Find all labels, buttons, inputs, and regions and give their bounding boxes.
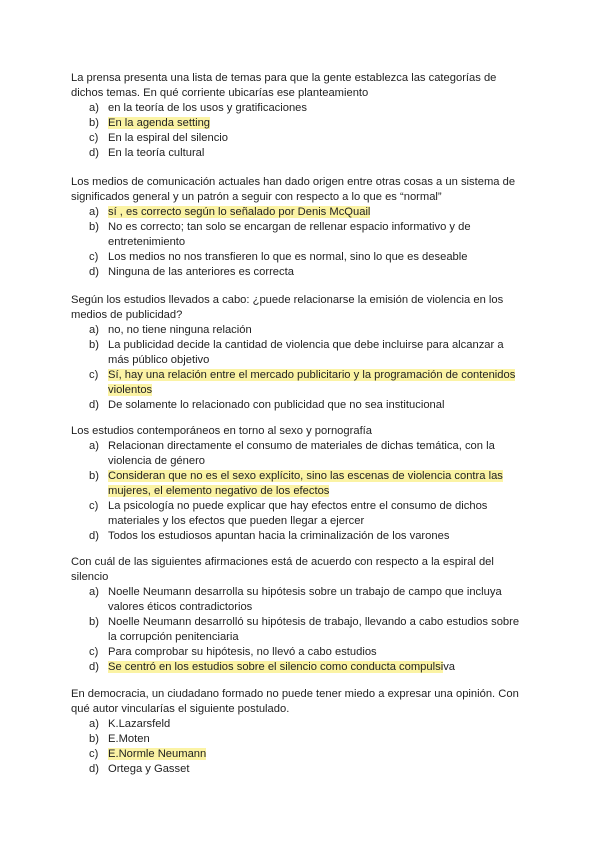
- option-letter: c): [89, 132, 99, 144]
- option-letter: c): [89, 748, 99, 760]
- option-text: Noelle Neumann desarrolló su hipótesis de trabajo, llevando a cabo estudios sobre la corrupción penitenciaria: [108, 616, 520, 643]
- question-text: Según los estudios llevados a cabo: ¿puede relacionarse la emisión de violencia en los medios de publicidad?: [71, 294, 504, 321]
- option-text: En la teoría cultural: [108, 147, 205, 159]
- option-list: [71, 717, 521, 777]
- option-text-tail: va: [443, 661, 456, 673]
- option-c: [71, 499, 521, 529]
- option-d: [71, 660, 521, 675]
- option-text: Ninguna de las anteriores es correcta: [108, 266, 294, 278]
- option-a: [71, 323, 521, 338]
- option-b: [71, 116, 521, 131]
- option-a: [71, 439, 521, 469]
- option-text: Noelle Neumann desarrolla su hipótesis sobre un trabajo de campo que incluya valores éticos contradictorios: [108, 586, 502, 613]
- option-b: [71, 338, 521, 368]
- option-list: [71, 585, 521, 675]
- question-text: Los medios de comunicación actuales han dado origen entre otras cosas a un sistema de significados general y un patrón a seguir con respecto a lo que es “normal”: [71, 176, 516, 203]
- option-text: En la espiral del silencio: [108, 132, 229, 144]
- option-letter: d): [89, 266, 99, 278]
- option-b: [71, 220, 521, 250]
- option-text: K.Lazarsfeld: [108, 718, 171, 730]
- option-letter: b): [89, 339, 99, 351]
- option-text: La psicología no puede explicar que hay efectos entre el consumo de dichos materiales y los efectos que pueden llegar a ejercer: [108, 500, 488, 527]
- option-text: No es correcto; tan solo se encargan de rellenar espacio informativo y de entretenimiento: [108, 221, 471, 248]
- option-text: Ortega y Gasset: [108, 763, 190, 775]
- option-text: De solamente lo relacionado con publicidad que no sea institucional: [108, 399, 445, 411]
- question-text: La prensa presenta una lista de temas para que la gente establezca las categorías de dichos temas. En qué corriente ubicarías ese planteamiento: [71, 72, 497, 99]
- option-text: en la teoría de los usos y gratificaciones: [108, 102, 307, 114]
- option-letter: d): [89, 661, 99, 673]
- option-b: [71, 615, 521, 645]
- option-letter: b): [89, 733, 99, 745]
- question-text: En democracia, un ciudadano formado no puede tener miedo a expresar una opinión. Con qué autor vincularías el siguiente postulado.: [71, 688, 519, 715]
- option-letter: a): [89, 586, 99, 598]
- option-letter: d): [89, 530, 99, 542]
- option-letter: c): [89, 646, 99, 658]
- option-d: [71, 762, 521, 777]
- option-letter: b): [89, 221, 99, 233]
- option-b: [71, 469, 521, 499]
- option-d: [71, 529, 521, 544]
- option-text-highlighted: E.Normle Neumann: [108, 748, 207, 760]
- option-a: [71, 585, 521, 615]
- question-text: Con cuál de las siguientes afirmaciones está de acuerdo con respecto a la espiral del silencio: [71, 556, 494, 583]
- question-1: [71, 71, 521, 161]
- option-d: [71, 146, 521, 161]
- option-list: [71, 205, 521, 280]
- option-c: [71, 250, 521, 265]
- option-text-highlighted: Se centró en los estudios sobre el silencio como conducta compulsi: [108, 661, 444, 673]
- option-text: Los medios no nos transfieren lo que es normal, sino lo que es deseable: [108, 251, 468, 263]
- option-list: [71, 323, 521, 413]
- option-letter: d): [89, 147, 99, 159]
- option-letter: b): [89, 616, 99, 628]
- option-text: Relacionan directamente el consumo de materiales de dichas temática, con la violencia de género: [108, 440, 495, 467]
- option-letter: d): [89, 399, 99, 411]
- option-a: [71, 205, 521, 220]
- question-3: [71, 293, 521, 413]
- option-text: no, no tiene ninguna relación: [108, 324, 252, 336]
- question-5: [71, 555, 521, 675]
- option-c: [71, 645, 521, 660]
- option-c: [71, 747, 521, 762]
- option-text-highlighted: En la agenda setting: [108, 117, 211, 129]
- option-c: [71, 368, 521, 398]
- option-letter: b): [89, 470, 99, 482]
- option-a: [71, 717, 521, 732]
- option-letter: b): [89, 117, 99, 129]
- option-b: [71, 732, 521, 747]
- option-list: [71, 439, 521, 544]
- option-letter: a): [89, 206, 99, 218]
- option-letter: a): [89, 102, 99, 114]
- option-letter: a): [89, 718, 99, 730]
- question-2: [71, 175, 521, 280]
- option-text-highlighted: Sí, hay una relación entre el mercado publicitario y la programación de contenidos violentos: [108, 369, 516, 396]
- option-letter: d): [89, 763, 99, 775]
- option-text: Todos los estudiosos apuntan hacia la criminalización de los varones: [108, 530, 450, 542]
- option-letter: c): [89, 369, 99, 381]
- option-d: [71, 398, 521, 413]
- option-text: La publicidad decide la cantidad de violencia que debe incluirse para alcanzar a más público objetivo: [108, 339, 504, 366]
- question-text: Los estudios contemporáneos en torno al sexo y pornografía: [71, 425, 373, 437]
- option-text-highlighted: sí , es correcto según lo señalado por Denis McQuail: [108, 206, 371, 218]
- option-letter: c): [89, 251, 99, 263]
- option-letter: a): [89, 440, 99, 452]
- question-6: [71, 687, 521, 777]
- option-text-highlighted: Consideran que no es el sexo explícito, sino las escenas de violencia contra las mujeres, el elemento negativo de los efectos: [108, 470, 503, 497]
- option-text: E.Moten: [108, 733, 150, 745]
- option-list: [71, 101, 521, 161]
- question-4: [71, 424, 521, 544]
- option-c: [71, 131, 521, 146]
- option-letter: a): [89, 324, 99, 336]
- option-letter: c): [89, 500, 99, 512]
- option-d: [71, 265, 521, 280]
- option-text: Para comprobar su hipótesis, no llevó a cabo estudios: [108, 646, 377, 658]
- option-a: [71, 101, 521, 116]
